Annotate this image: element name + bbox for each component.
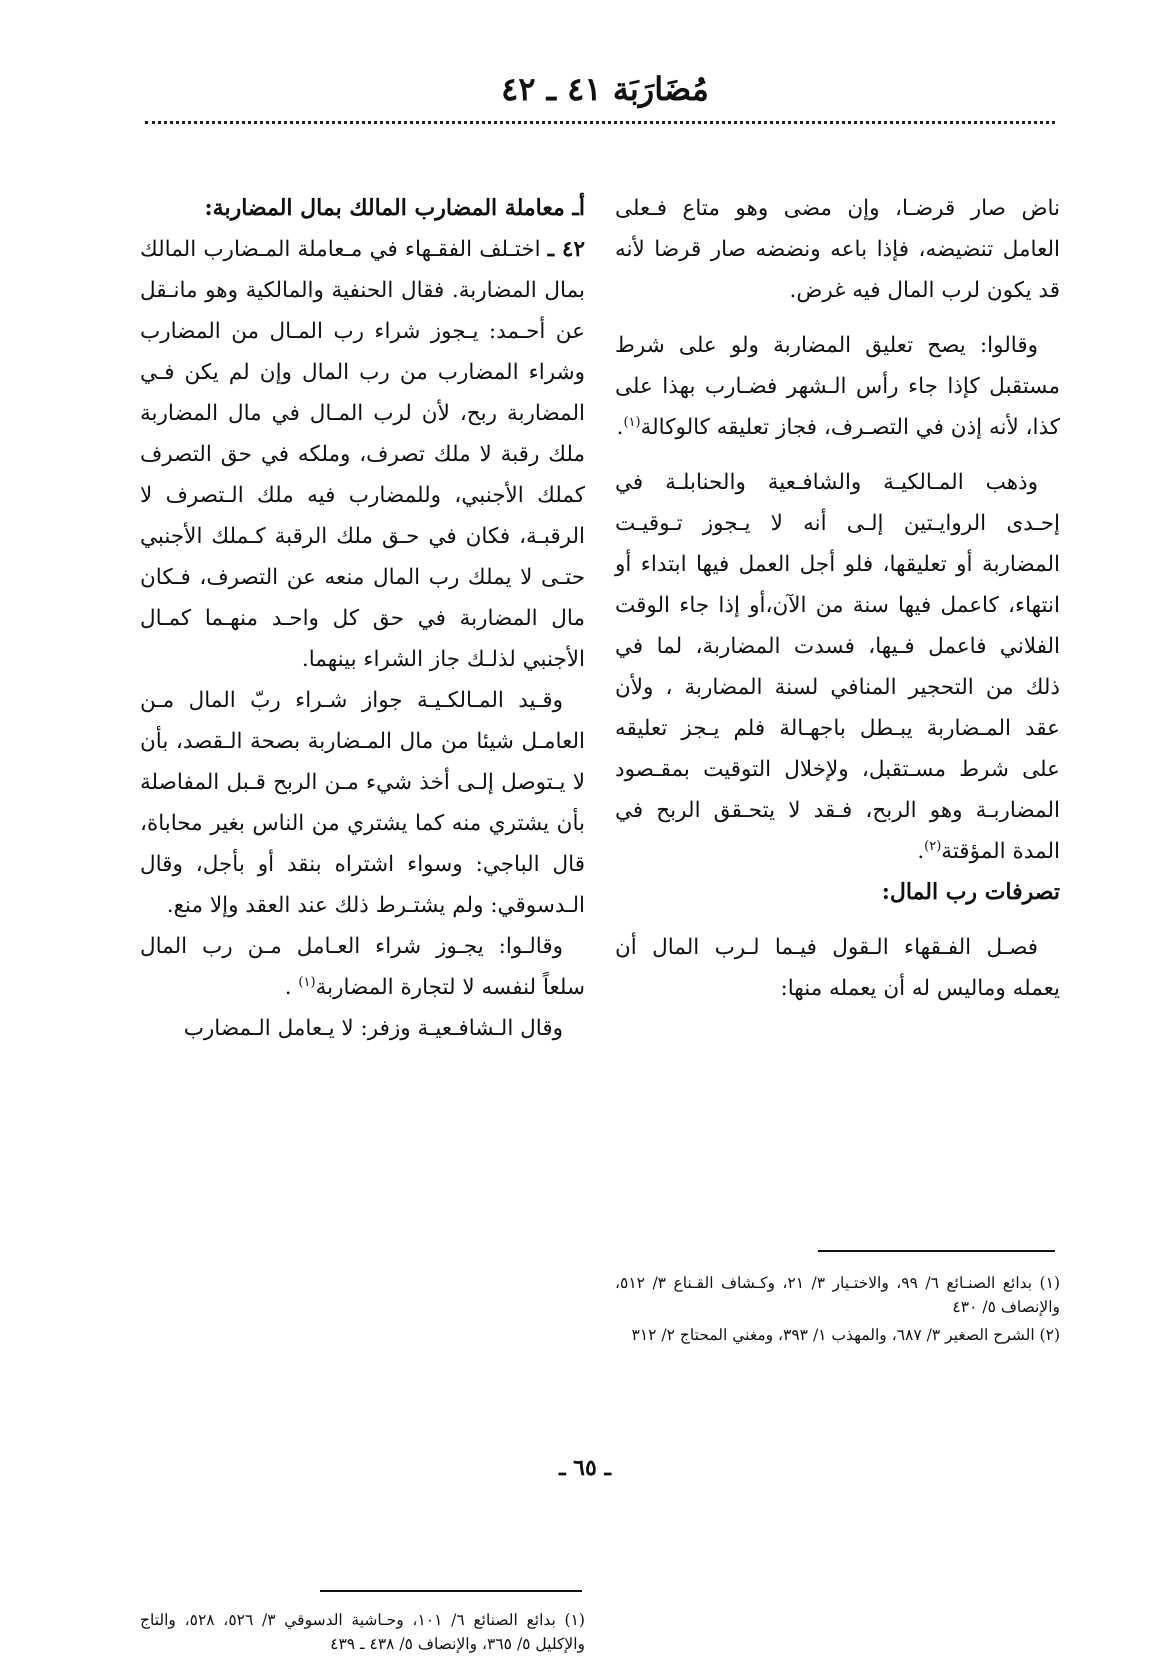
spacer <box>615 448 1060 462</box>
right-paragraph-3 <box>615 462 1060 872</box>
section-heading-owner-actions: تصرفات رب المال: <box>881 879 1060 905</box>
left-paragraph-3-text: وقالـوا: يجـوز شراء العـامل مـن رب المال سلعاً لنفسه لا لتجارة المضاربة <box>140 934 585 1000</box>
left-paragraph-2: وقـيد المـالكـيـة جواز شـراء ربّ المال مـن العامـل شيئا من مال المـضاربة بصحة الـقصد، بأن لا يـتوصل إلـى أخذ شيء مـن الربح قـبل المفاصلة بأن يشتري منه كما يشتري من الناس بغير محاباة، قال الباجي: وسواء اشتراه بنقد أو بأجل، وقال الـدسوقي: ولم يشتـرط ذلك عند العقد وإلا منع. <box>140 688 585 918</box>
footnote-ref: (١) <box>623 414 641 430</box>
left-paragraph-3 <box>140 926 585 1008</box>
right-paragraph-3-end: . <box>917 839 925 864</box>
paragraph-number: ٤٢ ـ <box>547 237 585 262</box>
footnote-divider-right <box>818 1250 1055 1252</box>
left-column <box>140 188 585 1049</box>
page-number: ـ ٦٥ ـ <box>559 1455 611 1481</box>
section-heading-owner-dealing: أـ معاملة المضارب المالك بمال المضاربة: <box>204 195 585 221</box>
left-paragraph-1-text: اختـلف الفقـهاء في مـعاملة المـضارب المالك بمال المضاربة. فقال الحنفية والمالكية وهو مانـقل عن أحـمد: يـجوز شراء رب المـال من المضارب وشراء المضارب من رب المال وإن لم يكن فـي المضاربة ربح، لأن لرب المـال في مال المضاربة ملك رقبة لا ملك تصرف، وملكه في حق التصرف كملك الأجنبي، وللمضارب فيه ملك الـتصرف لا الرقبـة، فكان في حـق ملك الرقبة كـملك الأجنبي حتـى لا يملك رب المال منعه عن التصرف، فـكان مال المضاربة في حق كل واحـد منهـما كمـال الأجنبي لذلـك جاز الشراء بينهما. <box>140 237 585 672</box>
right-column <box>615 188 1060 1009</box>
left-paragraph-1 <box>140 229 585 680</box>
footnotes-left <box>140 1608 585 1660</box>
right-paragraph-3-text: وذهب المـالكيـة والشافـعية والحنابلـة في إحـدى الروايـتين إلـى أنه لا يـجوز تـوقيـت المضاربة أو تعليقها، فلو أجل العمل فيها ابتداء أو انتهاء، كاعمل فيها سنة من الآن،أو إذا جاء الوقت الفلاني فاعمل فـيها، فسدت المضاربة، لما في ذلك من التحجير المنافي لسنة المضاربة ، ولأن عقد المـضاربة يبـطل باجهـالة فلم يـجز تعليقه على شرط مسـتقبل، ولإخلال التوقيت بمقـصود المضاربـة وهو الربح، فـقد لا يتحـقق الربح في المدة المؤقتة <box>615 470 1060 864</box>
right-paragraph-4: فصـل الفـقهاء الـقول فيـما لـرب المال أن يعمله وماليس له أن يعمله منها: <box>615 935 1060 1001</box>
page-title: مُضَارَبَة ٤١ ـ ٤٢ <box>501 70 709 108</box>
left-paragraph-4: وقال الـشافـعيـة وزفر: لا يـعامل الـمضارب <box>183 1016 563 1041</box>
spacer <box>615 913 1060 927</box>
footnote-2-right: (٢) الشرح الصغير ٣/ ٦٨٧، والمهذب ١/ ٣٩٣، ومغني المحتاج ٢/ ٣١٢ <box>631 1326 1060 1344</box>
footnote-ref: (٢) <box>924 838 942 854</box>
footnote-1-right: (١) بدائع الصنـائع ٦/ ٩٩، والاختـيار ٣/ ٢١، وكـشاف القـناع ٣/ ٥١٢، والإنصاف ٥/ ٤٣٠ <box>615 1274 1060 1316</box>
header-divider <box>145 121 1055 124</box>
right-paragraph-2-text: وقالوا: يصح تعليق المضاربة ولو على شرط مستقبل كإذا جاء رأس الـشهر فضـارب بهذا على كذا، لأنه إذن في التصـرف، فجاز تعليقه كالوكالة <box>615 333 1060 440</box>
right-paragraph-2-end: . <box>616 415 624 440</box>
footnotes-right <box>615 1271 1060 1351</box>
right-paragraph-1: ناض صار قرضـا، وإن مضى وهو متاع فـعلى العامل تنضيضه، فإذا باعه ونضضه صار قرضا لأنه قد يكون لرب المال فيه غرض. <box>615 196 1060 303</box>
left-paragraph-3-end: . <box>284 975 299 1000</box>
right-paragraph-2 <box>615 325 1060 448</box>
footnote-divider-left <box>320 1590 582 1592</box>
spacer <box>615 311 1060 325</box>
footnote-1-left: (١) بدائع الصنائع ٦/ ١٠١، وحـاشية الدسوقي ٣/ ٥٢٦، ٥٢٨، والتاج والإكليل ٥/ ٣٦٥، والإنصاف ٥/ ٤٣٨ ـ ٤٣٩ <box>140 1611 585 1653</box>
footnote-ref: (١) <box>298 974 316 990</box>
